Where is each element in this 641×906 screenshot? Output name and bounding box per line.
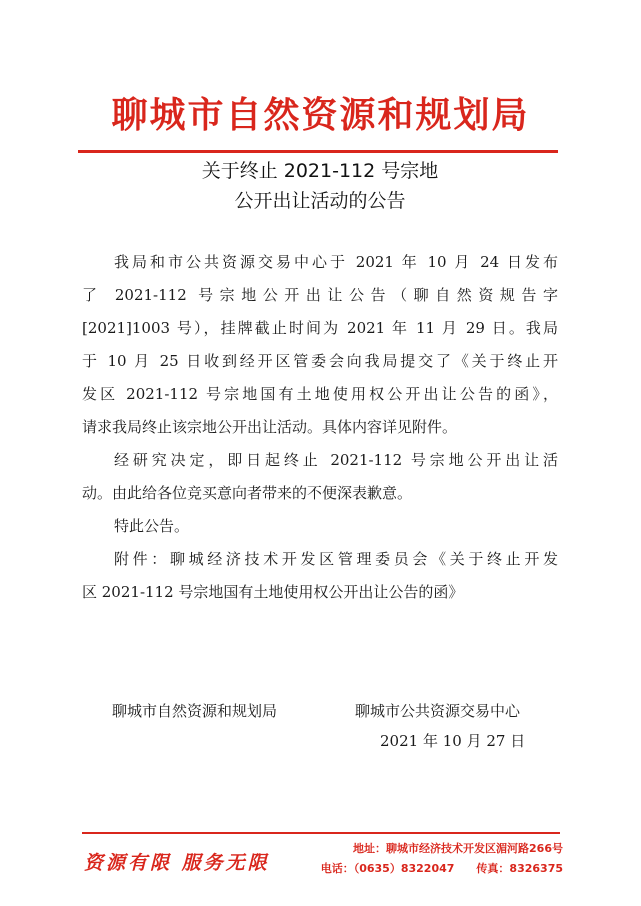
footer-address — [353, 840, 563, 856]
paragraph-1-line: 请求我局终止该宗地公开出让活动。具体内容详见附件。 — [82, 418, 458, 436]
phone-label: 电话： — [320, 862, 354, 875]
paragraph-2-line: 经研究决定，即日起终止 2021-112 号宗地公开出让活 — [114, 451, 558, 469]
title-line-1: 关于终止 2021-112 号宗地 — [201, 160, 439, 182]
paragraph-1-line: 发区 2021-112 号宗地国有土地使用权公开出让公告的函》， — [82, 385, 558, 403]
paragraph-2-line: 动。由此给各位竞买意向者带来的不便深表歉意。 — [82, 484, 413, 502]
fax-value: 8326375 — [509, 862, 563, 875]
issuer-natural-resources-bureau: 聊城市自然资源和规划局 — [112, 702, 278, 720]
announcement-body — [82, 246, 558, 609]
title-line-2: 公开出让活动的公告 — [234, 190, 406, 212]
paragraph-1-line: 我局和市公共资源交易中心于 2021 年 10 月 24 日发布 — [114, 253, 558, 271]
closing-statement: 特此公告。 — [114, 517, 190, 535]
fax-label: 传真： — [476, 862, 510, 875]
phone-value: （0635）8322047 — [353, 862, 455, 875]
header-red-rule — [78, 150, 558, 153]
issuer-public-resource-center: 聊城市公共资源交易中心 — [355, 702, 521, 720]
attachment-line: 区 2021-112 号宗地国有土地使用权公开出让公告的函》 — [82, 583, 464, 601]
paragraph-1-line: [2021]1003 号），挂牌截止时间为 2021 年 11 月 29 日。我局 — [82, 319, 558, 337]
paragraph-1-line: 于 10 月 25 日收到经开区管委会向我局提交了《关于终止开 — [82, 352, 558, 370]
attachment-line: 附件：聊城经济技术开发区管理委员会《关于终止开发 — [114, 550, 558, 568]
address-value: 聊城市经济技术开发区湄河路266号 — [386, 842, 563, 855]
issue-date: 2021 年 10 月 27 日 — [380, 732, 526, 750]
paragraph-1-line: 了 2021-112 号宗地公开出让公告（聊自然资规告字 — [82, 286, 558, 304]
footer-slogan: 资源有限 服务无限 — [84, 852, 270, 874]
address-label: 地址： — [353, 842, 387, 855]
footer-phone-fax — [321, 860, 563, 876]
footer-red-rule — [82, 832, 560, 834]
organization-header: 聊城市自然资源和规划局 — [111, 95, 530, 136]
